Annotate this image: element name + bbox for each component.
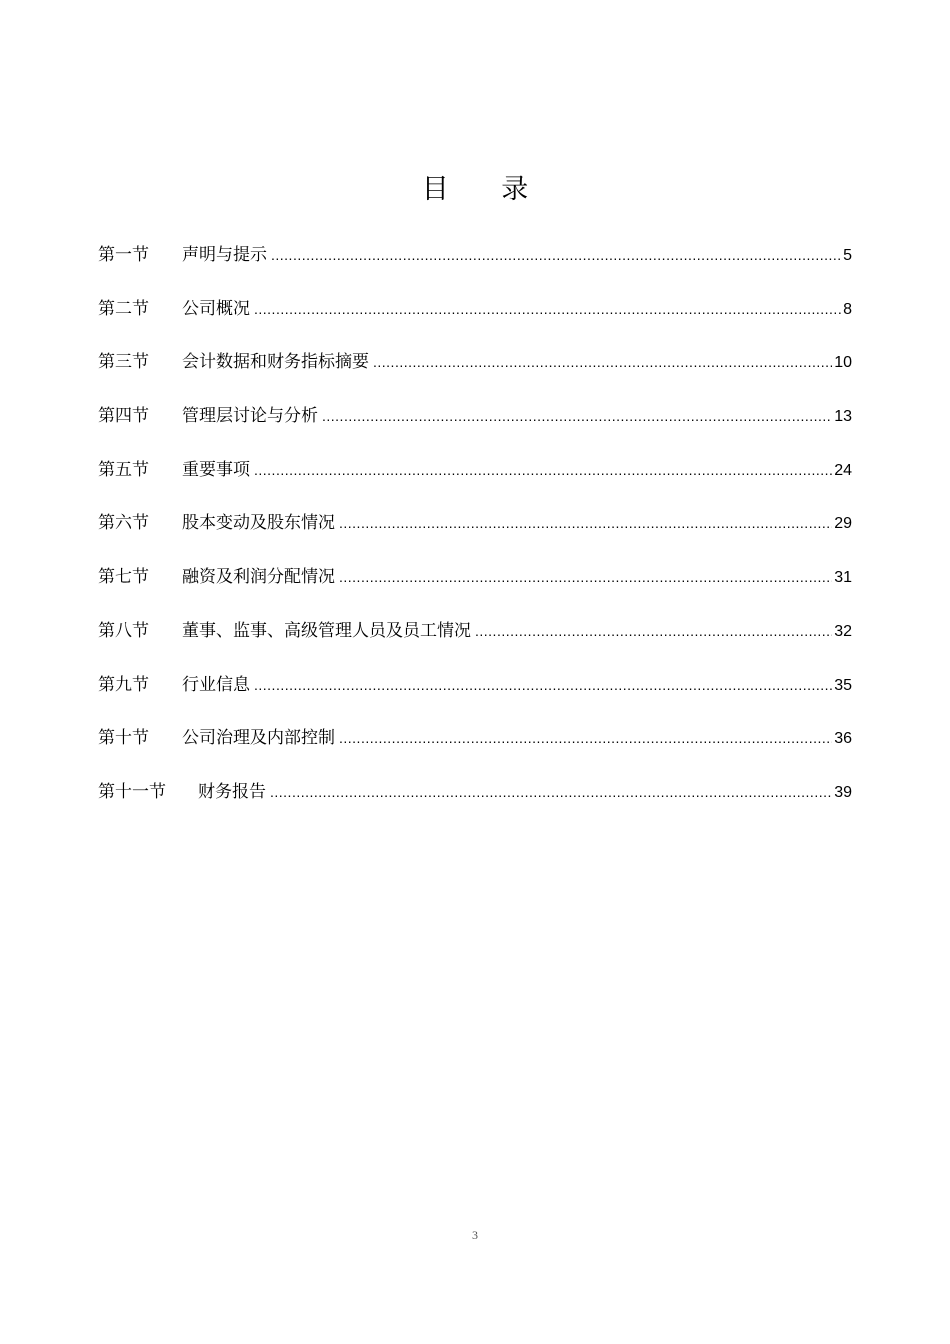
toc-leader-dots	[373, 345, 832, 379]
toc-page-number: 31	[834, 569, 852, 586]
toc-section-label: 第六节	[98, 513, 149, 533]
toc-section-label: 第九节	[98, 675, 149, 695]
toc-entry-11[interactable]	[98, 775, 852, 809]
toc-entry-1[interactable]	[98, 238, 852, 272]
toc-entry-title: 融资及利润分配情况	[182, 567, 335, 587]
toc-entry-8[interactable]	[98, 614, 852, 648]
toc-leader-dots	[271, 238, 841, 272]
toc-section-label: 第十节	[98, 728, 149, 748]
toc-leader-dots	[254, 292, 841, 326]
toc-leader-dots	[322, 399, 832, 433]
toc-page-number: 36	[834, 730, 852, 747]
toc-entry-10[interactable]	[98, 721, 852, 755]
toc-entry-title: 公司概况	[182, 299, 250, 319]
toc-entry-title: 管理层讨论与分析	[182, 406, 318, 426]
page-title: 目 录	[421, 174, 551, 205]
toc-page-number: 29	[834, 515, 852, 532]
toc-section-label: 第一节	[98, 245, 149, 265]
toc-entry-title: 声明与提示	[182, 245, 267, 265]
toc-page-number: 5	[843, 247, 852, 264]
toc-section-label: 第八节	[98, 621, 149, 641]
toc-entry-title: 会计数据和财务指标摘要	[182, 352, 369, 372]
toc-leader-dots	[254, 668, 832, 702]
toc-leader-dots	[339, 506, 832, 540]
toc-entry-2[interactable]	[98, 292, 852, 326]
toc-entry-title: 公司治理及内部控制	[182, 728, 335, 748]
toc-page-number: 13	[834, 408, 852, 425]
toc-page-number: 35	[834, 677, 852, 694]
toc-entry-title: 股本变动及股东情况	[182, 513, 335, 533]
toc-entry-title: 董事、监事、高级管理人员及员工情况	[182, 621, 471, 641]
toc-entry-title: 财务报告	[198, 782, 266, 802]
toc-section-label: 第十一节	[98, 782, 166, 802]
toc-section-label: 第二节	[98, 299, 149, 319]
footer-page-number: 3	[472, 1228, 478, 1242]
toc-section-label: 第四节	[98, 406, 149, 426]
toc-leader-dots	[339, 721, 832, 755]
toc-entry-title: 重要事项	[182, 460, 250, 480]
toc-page-number: 39	[834, 784, 852, 801]
toc-entry-7[interactable]	[98, 560, 852, 594]
toc-entry-6[interactable]	[98, 506, 852, 540]
toc-leader-dots	[254, 453, 832, 487]
toc-section-label: 第三节	[98, 352, 149, 372]
toc-entry-9[interactable]	[98, 668, 852, 702]
toc-entry-5[interactable]	[98, 453, 852, 487]
toc-page-number: 24	[834, 462, 852, 479]
toc-section-label: 第五节	[98, 460, 149, 480]
toc-entry-title: 行业信息	[182, 675, 250, 695]
toc-entry-4[interactable]	[98, 399, 852, 433]
toc-entry-3[interactable]	[98, 345, 852, 379]
toc-section-label: 第七节	[98, 567, 149, 587]
toc-page-number: 10	[834, 354, 852, 371]
toc-leader-dots	[339, 560, 832, 594]
toc-page-number: 8	[843, 301, 852, 318]
toc-page-number: 32	[834, 623, 852, 640]
toc-leader-dots	[475, 614, 832, 648]
toc-leader-dots	[270, 775, 832, 809]
